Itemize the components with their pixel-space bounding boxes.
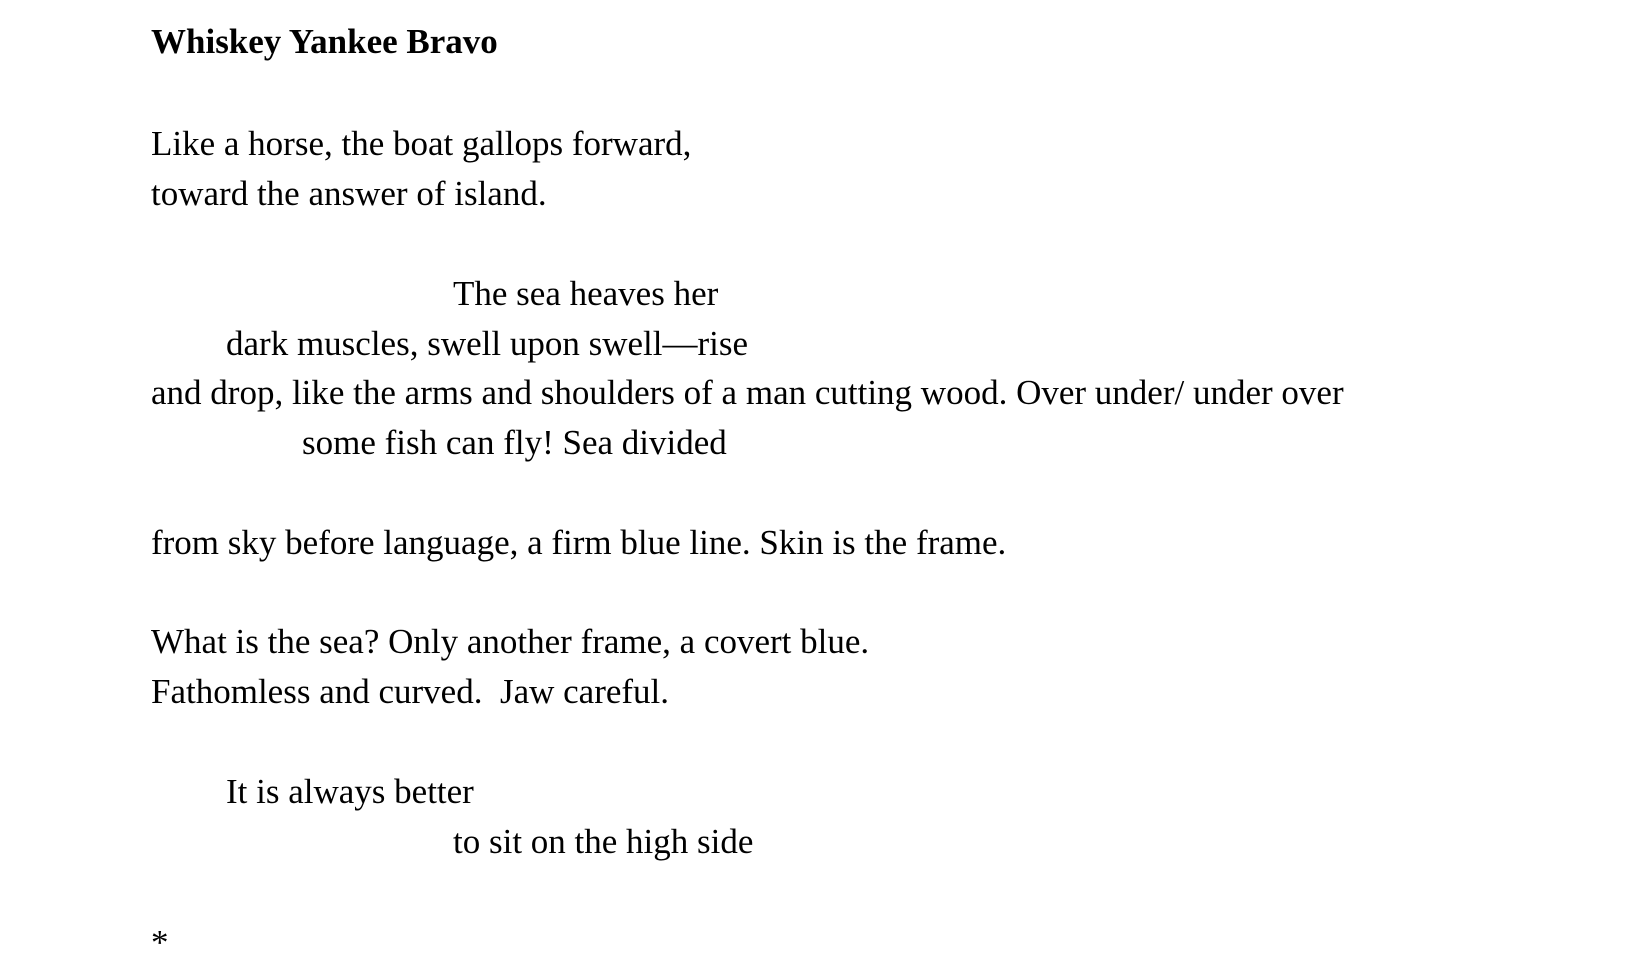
poem-title: Whiskey Yankee Bravo bbox=[151, 22, 498, 61]
section-break-asterisk: * bbox=[151, 923, 169, 962]
poem-line-4: dark muscles, swell upon swell—rise bbox=[226, 324, 748, 363]
poem-line-6: some fish can fly! Sea divided bbox=[302, 423, 727, 462]
poem-line-2: toward the answer of island. bbox=[151, 174, 547, 213]
poem-line-10: It is always better bbox=[226, 772, 474, 811]
poem-line-8: What is the sea? Only another frame, a covert blue. bbox=[151, 622, 870, 661]
poem-line-5: and drop, like the arms and shoulders of a man cutting wood. Over under/ under over bbox=[151, 373, 1344, 412]
poem-line-1: Like a horse, the boat gallops forward, bbox=[151, 124, 692, 163]
poem-line-11: to sit on the high side bbox=[453, 822, 754, 861]
poem-line-3: The sea heaves her bbox=[453, 274, 719, 313]
poem-line-7: from sky before language, a firm blue line. Skin is the frame. bbox=[151, 523, 1007, 562]
poem-line-9: Fathomless and curved. Jaw careful. bbox=[151, 672, 670, 711]
